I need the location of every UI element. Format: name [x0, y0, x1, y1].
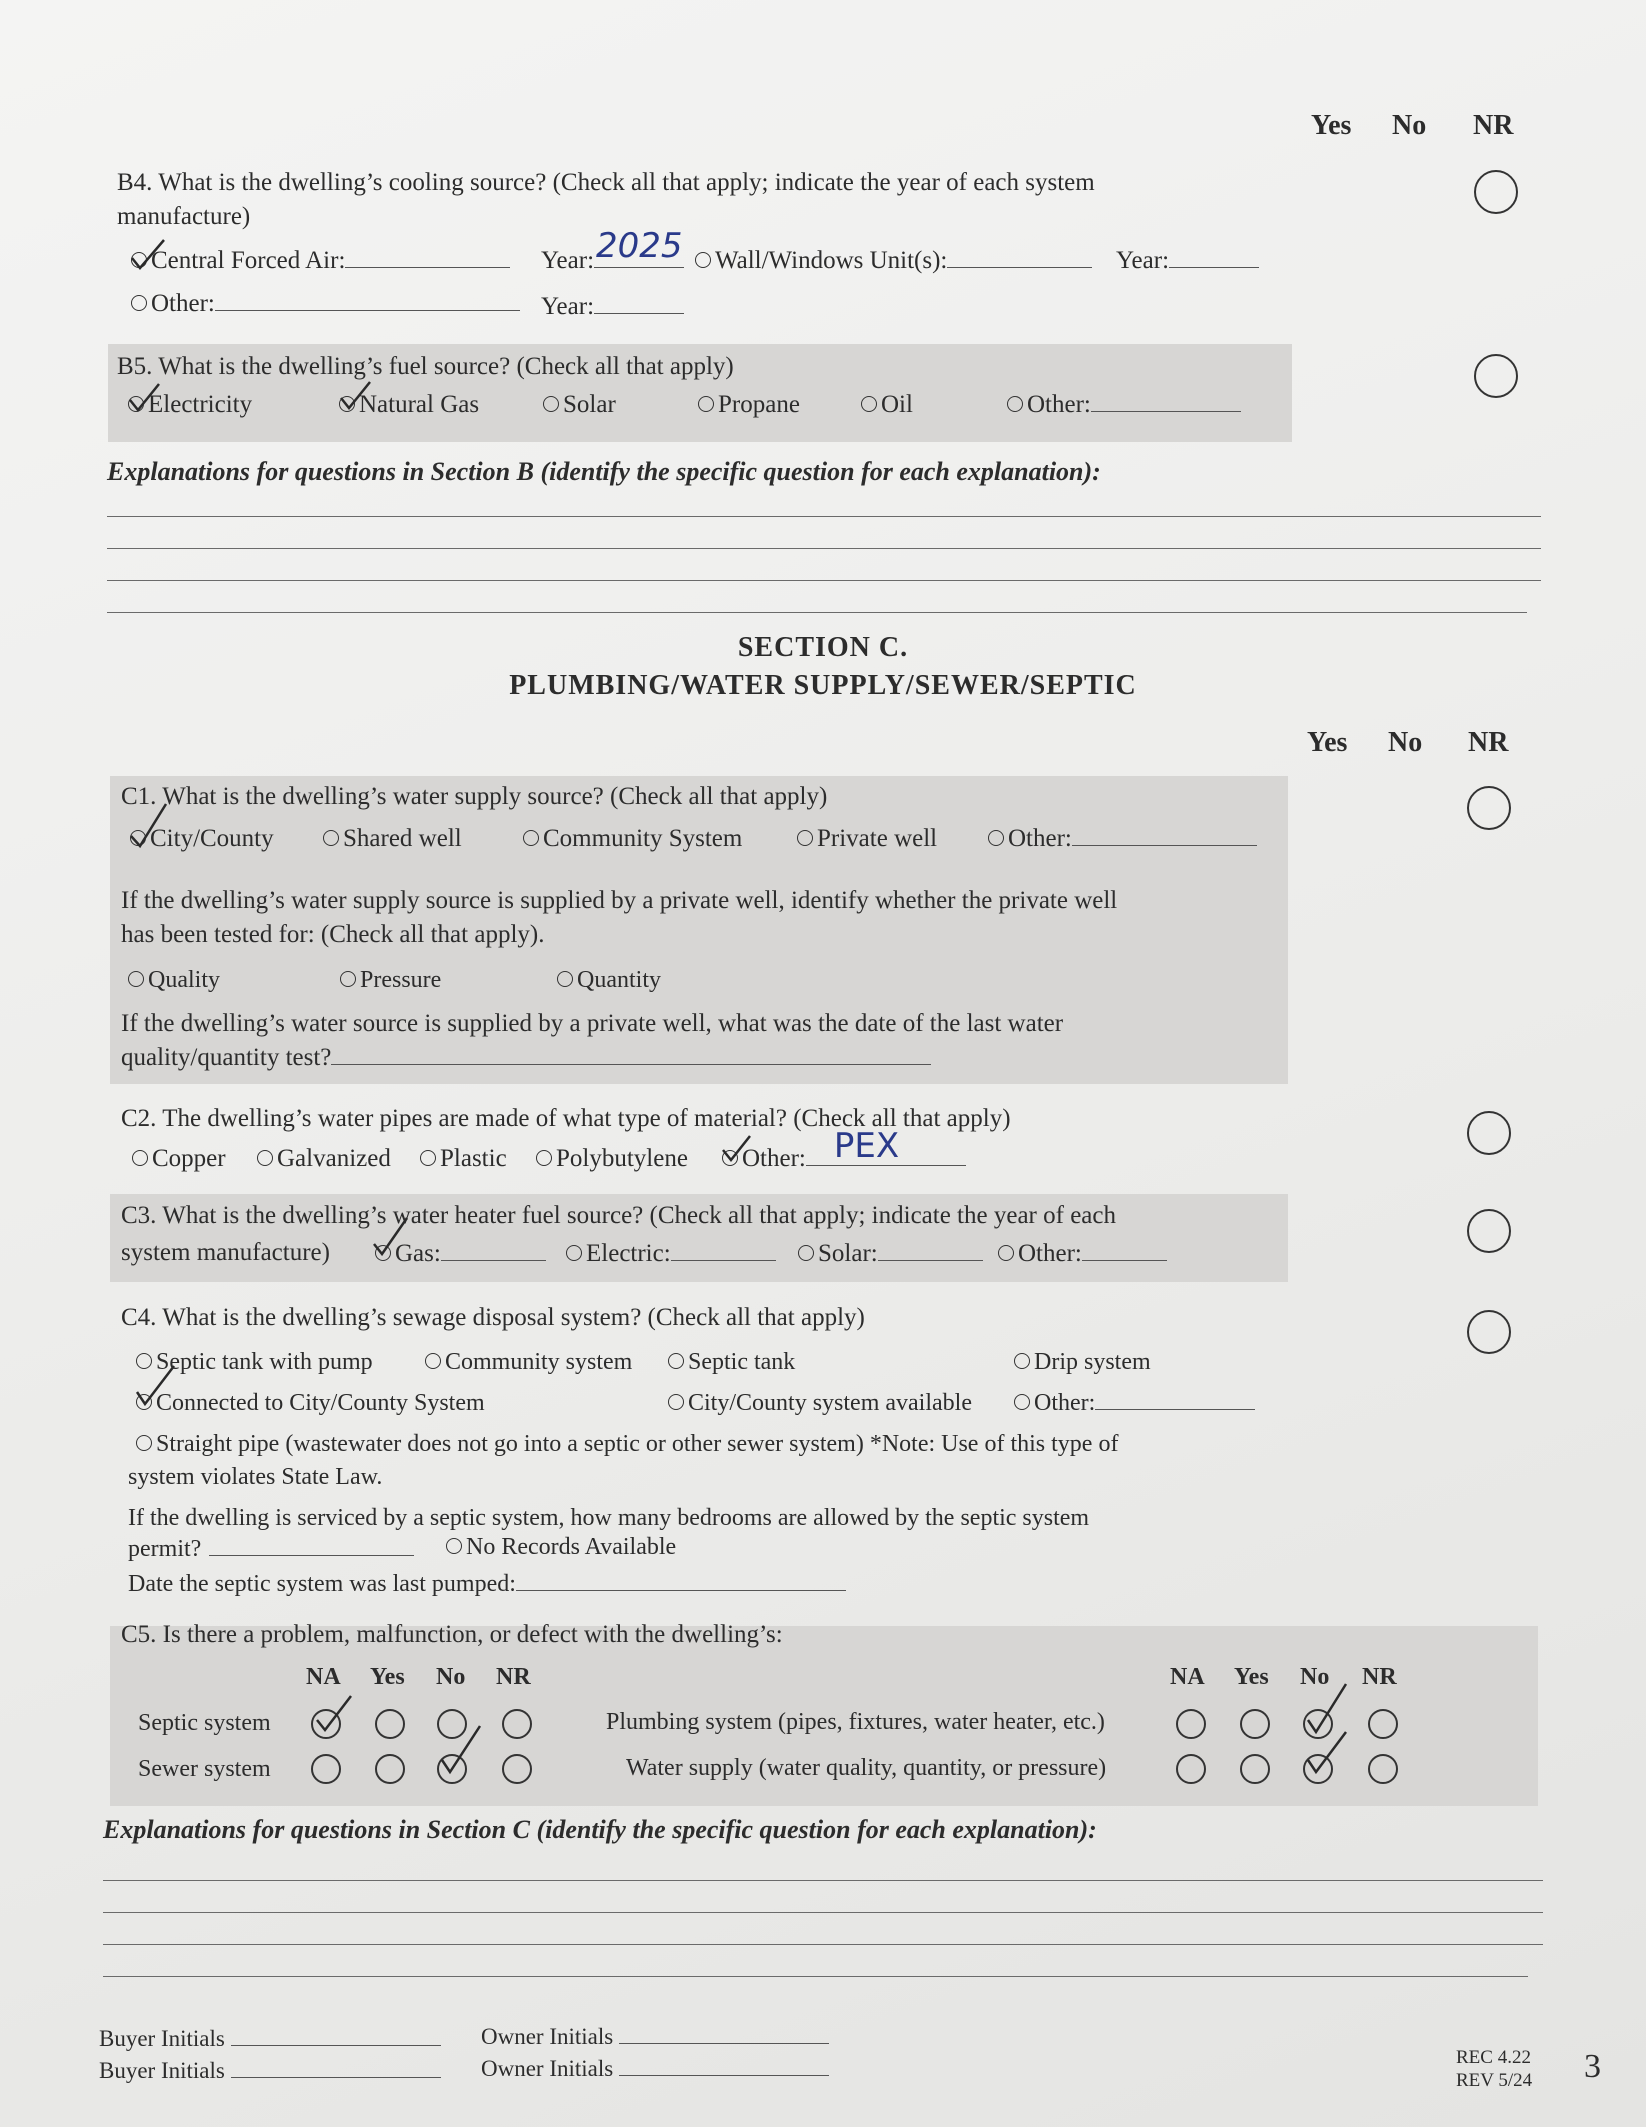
- option-label: Solar: [563, 391, 616, 418]
- b4-question-line2: manufacture): [117, 203, 251, 230]
- b4-other-year[interactable]: [541, 290, 684, 324]
- checkbox-icon: [128, 971, 144, 987]
- checkbox-icon: [988, 830, 1004, 846]
- b4-question-line1: B4. What is the dwelling’s cooling source? (Check all that apply; indicate the year of each system: [117, 169, 1095, 196]
- col-header-no: No: [1388, 727, 1423, 758]
- option-label: Natural Gas: [359, 391, 480, 418]
- c5-plumbing-yes-radio[interactable]: [1240, 1709, 1270, 1739]
- checkmark-icon: [436, 1722, 484, 1778]
- option-label: Quantity: [577, 967, 661, 993]
- c1-option-community-system[interactable]: [523, 822, 742, 856]
- c1-private-well-line2: has been tested for: (Check all that apply).: [121, 921, 545, 948]
- option-label: Polybutylene: [556, 1145, 688, 1172]
- c2-option-polybutylene[interactable]: [536, 1142, 688, 1176]
- checkbox-icon: [446, 1538, 462, 1554]
- c5-water-nr-radio[interactable]: [1368, 1754, 1398, 1784]
- c4-option-septic-tank[interactable]: [668, 1345, 795, 1379]
- b5-question: B5. What is the dwelling’s fuel source? (Check all that apply): [117, 353, 734, 380]
- c4-option-city-available[interactable]: [668, 1386, 972, 1420]
- checkbox-icon: [543, 396, 559, 412]
- checkbox-icon: [536, 1150, 552, 1166]
- owner-initials-1[interactable]: [481, 2020, 829, 2054]
- c3-option-other[interactable]: [998, 1237, 1167, 1271]
- c1-option-other[interactable]: [988, 822, 1257, 856]
- option-label: Community System: [543, 825, 743, 852]
- option-label: Septic tank: [688, 1349, 796, 1375]
- owner-initials-label: Owner Initials: [481, 2056, 614, 2081]
- option-label: Gas:: [395, 1240, 441, 1267]
- checkmark-icon: [371, 1214, 411, 1258]
- b4-year-label: Year:: [541, 247, 595, 274]
- b4-central-blank[interactable]: [345, 245, 510, 268]
- c1-question: C1. What is the dwelling’s water supply source? (Check all that apply): [121, 783, 828, 810]
- b5-option-solar[interactable]: [543, 388, 616, 422]
- option-label: Oil: [881, 391, 913, 418]
- c5-sewer-yes-radio[interactable]: [375, 1754, 405, 1784]
- option-label: Propane: [718, 391, 800, 418]
- checkbox-icon: [798, 1245, 814, 1261]
- c5-septic-yes-radio[interactable]: [375, 1709, 405, 1739]
- col-header-nr: NR: [1468, 727, 1509, 758]
- section-b-expl-line-4[interactable]: [107, 612, 1527, 613]
- section-b-explanations-label: Explanations for questions in Section B (identify the specific question for each explanation):: [107, 457, 1101, 486]
- b4-central-option[interactable]: [131, 244, 510, 278]
- c1-option-private-well[interactable]: [797, 822, 937, 856]
- c5-water-na-radio[interactable]: [1176, 1754, 1206, 1784]
- c4-bedrooms-line1: If the dwelling is serviced by a septic system, how many bedrooms are allowed by the septic system: [128, 1505, 1090, 1531]
- c5-left-col-nr: NR: [496, 1664, 531, 1690]
- c5-question: C5. Is there a problem, malfunction, or defect with the dwelling’s:: [121, 1621, 783, 1648]
- section-c-expl-line-2[interactable]: [103, 1912, 1543, 1913]
- checkbox-icon: [668, 1353, 684, 1369]
- c1-test-date-line1: If the dwelling’s water source is supplied by a private well, what was the date of the last water: [121, 1010, 1064, 1037]
- checkbox-icon: [136, 1435, 152, 1451]
- checkbox-icon: [566, 1245, 582, 1261]
- col-header-yes: Yes: [1307, 727, 1348, 758]
- section-c-explanations-label: Explanations for questions in Section C (identify the specific question for each explanation):: [103, 1815, 1097, 1844]
- form-revision-2: REV 5/24: [1456, 2070, 1533, 2091]
- owner-initials-label: Owner Initials: [481, 2024, 614, 2049]
- c1-private-well-line1: If the dwelling’s water supply source is supplied by a private well, identify whether the private well: [121, 887, 1118, 914]
- checkbox-icon: [132, 1150, 148, 1166]
- col-header-yes: Yes: [1311, 110, 1352, 141]
- c5-left-col-yes: Yes: [370, 1664, 405, 1690]
- c4-question: C4. What is the dwelling’s sewage disposal system? (Check all that apply): [121, 1304, 865, 1331]
- option-label: Septic tank with pump: [156, 1349, 373, 1375]
- c4-pumped-label: Date the septic system was last pumped:: [128, 1571, 516, 1597]
- checkmark-icon: [311, 1692, 355, 1738]
- b4-other-blank[interactable]: [215, 288, 520, 311]
- checkmark-icon: [127, 380, 163, 414]
- option-label: Other:: [1018, 1240, 1082, 1267]
- b5-option-propane[interactable]: [698, 388, 800, 422]
- c2-option-other[interactable]: [722, 1126, 966, 1176]
- c4-option-community[interactable]: [425, 1345, 632, 1379]
- option-label: Quality: [148, 967, 220, 993]
- c5-right-col-yes: Yes: [1234, 1664, 1269, 1690]
- c5-plumbing-nr-radio[interactable]: [1368, 1709, 1398, 1739]
- c1-test-quantity[interactable]: [557, 963, 661, 997]
- b4-wall-label: Wall/Windows Unit(s):: [715, 247, 948, 274]
- section-c-expl-line-3[interactable]: [103, 1944, 1543, 1945]
- checkbox-icon: [668, 1394, 684, 1410]
- checkbox-icon: [257, 1150, 273, 1166]
- c4-bedrooms-blank[interactable]: [209, 1533, 414, 1556]
- c5-sewer-na-radio[interactable]: [311, 1754, 341, 1784]
- section-b-expl-line-2[interactable]: [107, 548, 1541, 549]
- c1-nr-radio[interactable]: [1467, 786, 1511, 830]
- c3-option-electric[interactable]: [566, 1237, 776, 1271]
- b4-other-year-label: Year:: [541, 293, 595, 320]
- checkbox-icon: [1014, 1394, 1030, 1410]
- option-label: Pressure: [360, 967, 442, 993]
- option-label: Galvanized: [277, 1145, 391, 1172]
- checkbox-icon: [557, 971, 573, 987]
- c4-nr-radio[interactable]: [1467, 1310, 1511, 1354]
- buyer-initials-1[interactable]: [99, 2022, 441, 2056]
- c1-option-shared-well[interactable]: [323, 822, 462, 856]
- col-header-no: No: [1392, 110, 1427, 141]
- checkbox-icon: [698, 396, 714, 412]
- option-label: Electricity: [148, 391, 253, 418]
- option-label: Other:: [1008, 825, 1072, 852]
- b4-other-option[interactable]: [131, 287, 520, 321]
- checkbox-icon: [425, 1353, 441, 1369]
- page-number: 3: [1584, 2048, 1601, 2085]
- b4-wall-year[interactable]: [1116, 244, 1259, 278]
- option-label: Other:: [1034, 1390, 1096, 1416]
- c5-row-sewer-label: Sewer system: [138, 1756, 271, 1782]
- checkbox-icon: [861, 396, 877, 412]
- b5-option-other[interactable]: [1007, 388, 1241, 422]
- c2-nr-radio[interactable]: [1467, 1111, 1511, 1155]
- option-label: Copper: [152, 1145, 226, 1172]
- option-label: Straight pipe (wastewater does not go into a septic or other sewer system) *Note: Use of this type of: [156, 1431, 1119, 1457]
- c5-row-plumbing-label: Plumbing system (pipes, fixtures, water heater, etc.): [606, 1709, 1105, 1735]
- checkbox-icon: [131, 295, 147, 311]
- checkmark-icon: [128, 800, 170, 850]
- c5-plumbing-na-radio[interactable]: [1176, 1709, 1206, 1739]
- option-label: Community system: [445, 1349, 633, 1375]
- checkmark-icon: [338, 378, 374, 412]
- c1-test-date-label: quality/quantity test?: [121, 1044, 332, 1071]
- checkbox-icon: [998, 1245, 1014, 1261]
- checkbox-icon: [340, 971, 356, 987]
- b5-nr-radio[interactable]: [1474, 354, 1518, 398]
- checkbox-icon: [1007, 396, 1023, 412]
- c3-question-line1: C3. What is the dwelling’s water heater fuel source? (Check all that apply; indicate the year of each: [121, 1202, 1116, 1229]
- b4-central-year[interactable]: [541, 226, 684, 278]
- buyer-initials-label: Buyer Initials: [99, 2058, 225, 2083]
- option-label: Other:: [742, 1145, 806, 1172]
- c4-no-records[interactable]: [446, 1530, 676, 1564]
- owner-initials-2[interactable]: [481, 2052, 829, 2086]
- col-header-nr: NR: [1473, 110, 1514, 141]
- option-label: Electric:: [586, 1240, 671, 1267]
- b4-wall-blank[interactable]: [947, 245, 1092, 268]
- c5-right-col-na: NA: [1170, 1664, 1205, 1690]
- c5-row-water-label: Water supply (water quality, quantity, or pressure): [626, 1755, 1107, 1781]
- checkbox-icon: [323, 830, 339, 846]
- c5-right-col-no: No: [1300, 1664, 1330, 1690]
- c4-option-other[interactable]: [1014, 1386, 1255, 1420]
- option-label: Connected to City/County System: [156, 1390, 485, 1416]
- section-c-subtitle: PLUMBING/WATER SUPPLY/SEWER/SEPTIC: [509, 670, 1137, 701]
- c2-option-copper[interactable]: [132, 1142, 226, 1176]
- form-revision-1: REC 4.22: [1456, 2047, 1531, 2068]
- option-label: Private well: [817, 825, 938, 852]
- checkbox-icon: [695, 252, 711, 268]
- c5-left-col-no: No: [436, 1664, 466, 1690]
- c4-straight-pipe-line2: system violates State Law.: [128, 1464, 383, 1490]
- c4-option-city-connected[interactable]: [136, 1386, 485, 1420]
- option-label: Shared well: [343, 825, 462, 852]
- c1-test-quality[interactable]: [128, 963, 220, 997]
- c1-test-date-blank[interactable]: [331, 1042, 931, 1065]
- c5-row-septic-label: Septic system: [138, 1710, 271, 1736]
- c4-pumped-blank[interactable]: [516, 1568, 846, 1591]
- c1-test-pressure[interactable]: [340, 963, 441, 997]
- option-label: No Records Available: [466, 1534, 677, 1560]
- checkmark-icon: [128, 236, 168, 272]
- c5-septic-nr-radio[interactable]: [502, 1709, 532, 1739]
- c5-left-col-na: NA: [306, 1664, 341, 1690]
- c4-bedrooms-line2[interactable]: [128, 1532, 414, 1566]
- b4-wall-option[interactable]: [695, 244, 1092, 278]
- buyer-initials-2[interactable]: [99, 2054, 441, 2088]
- section-c-expl-line-4[interactable]: [103, 1976, 1528, 1977]
- b4-wall-year-label: Year:: [1116, 247, 1170, 274]
- c2-question: C2. The dwelling’s water pipes are made of what type of material? (Check all that apply): [121, 1105, 1011, 1132]
- option-label: City/County: [150, 825, 274, 852]
- checkbox-icon: [797, 830, 813, 846]
- c4-pumped-line[interactable]: [128, 1567, 846, 1601]
- b5-option-oil[interactable]: [861, 388, 913, 422]
- c3-option-solar[interactable]: [798, 1237, 983, 1271]
- c4-bedrooms-label: permit?: [128, 1536, 202, 1562]
- c3-question-line2: system manufacture): [121, 1239, 330, 1266]
- c2-option-plastic[interactable]: [420, 1142, 507, 1176]
- option-label: City/County system available: [688, 1390, 972, 1416]
- section-c-expl-line-1[interactable]: [103, 1880, 1543, 1881]
- option-label: Plastic: [440, 1145, 507, 1172]
- option-label: Solar:: [818, 1240, 878, 1267]
- c2-other-value: PEX: [833, 1126, 900, 1166]
- c5-water-yes-radio[interactable]: [1240, 1754, 1270, 1784]
- c4-option-straight-pipe[interactable]: [136, 1427, 1118, 1461]
- checkbox-icon: [523, 830, 539, 846]
- buyer-initials-label: Buyer Initials: [99, 2026, 225, 2051]
- checkmark-icon: [720, 1132, 754, 1164]
- b4-other-label: Other:: [151, 290, 215, 317]
- option-label: Other:: [1027, 391, 1091, 418]
- c1-test-date-line2[interactable]: [121, 1041, 931, 1075]
- section-b-expl-line-1[interactable]: [107, 516, 1541, 517]
- c5-sewer-nr-radio[interactable]: [502, 1754, 532, 1784]
- c3-nr-radio[interactable]: [1467, 1209, 1511, 1253]
- option-label: Drip system: [1034, 1349, 1151, 1375]
- section-b-expl-line-3[interactable]: [107, 580, 1541, 581]
- b4-central-label: Central Forced Air:: [151, 247, 346, 274]
- c5-right-col-nr: NR: [1362, 1664, 1397, 1690]
- checkbox-icon: [420, 1150, 436, 1166]
- section-c-title: SECTION C.: [737, 632, 909, 663]
- b4-central-year-value: 2025: [596, 226, 683, 266]
- b4-nr-radio[interactable]: [1474, 170, 1518, 214]
- c4-option-drip[interactable]: [1014, 1345, 1151, 1379]
- checkbox-icon: [1014, 1353, 1030, 1369]
- checkmark-icon: [134, 1362, 178, 1408]
- c2-option-galvanized[interactable]: [257, 1142, 391, 1176]
- checkmark-icon: [1302, 1728, 1350, 1778]
